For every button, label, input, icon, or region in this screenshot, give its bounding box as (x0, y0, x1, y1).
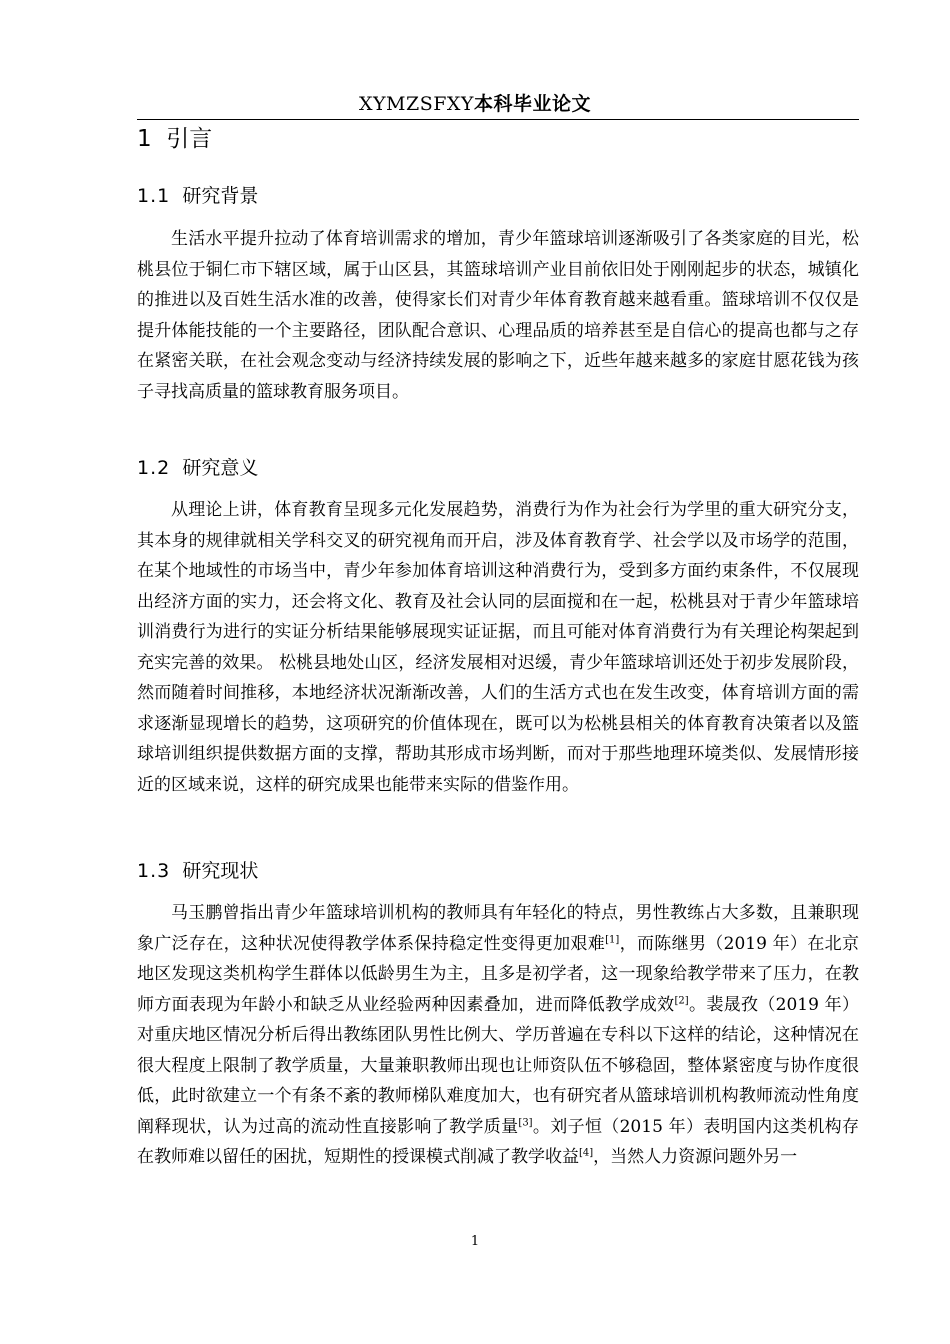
citation-marker[interactable]: [4] (579, 1147, 594, 1159)
citation-marker[interactable]: [1] (605, 933, 620, 945)
paragraph-text: ，而陈继男（2019 年）在北京地区发现这类机构学生群体以低龄男生为主，且多是初学者，这一现象给教学带来了压力，在教师方面表现为年龄小和缺乏从业经验两种因素叠加，进而降低教学成效 (137, 933, 859, 1015)
section-title: 研究背景 (182, 185, 259, 207)
paragraph-research-status (137, 898, 859, 1173)
paragraph-text: ，当然人力资源问题外另一 (593, 1147, 798, 1167)
chapter-title: 引言 (166, 126, 213, 152)
header-rule (137, 119, 859, 120)
paragraph-text: 马玉鹏曾指出青少年篮球培训机构的教师具有年轻化的特点，男性教练占大多数，且兼职现象广泛存在，这种状况使得教学体系保持稳定性变得更加艰难 (137, 903, 859, 954)
section-number: 1.1 (137, 185, 171, 207)
chapter-heading (137, 122, 212, 156)
citation-marker[interactable]: [2] (674, 994, 689, 1006)
paragraph-text: 。刘子恒（2015 年）表明国内这类机构存在教师难以留任的困扰，短期性的授课模式削减了教学收益 (137, 1116, 859, 1167)
section-heading-1-2 (137, 453, 258, 483)
section-number: 1.2 (137, 457, 171, 479)
paragraph-text: 。裴晟孜（2019 年）对重庆地区情况分析后得出教练团队男性比例大、学历普遍在专科以下这样的结论，这种情况在很大程度上限制了教学质量，大量兼职教师出现也让师资队伍不够稳固，整体紧密度与协作度很低，此时欲建立一个有条不紊的教师梯队难度加大，也有研究者从篮球培训机构教师流动性角度阐释现状，认为过高的流动性直接影响了教学质量 (137, 994, 860, 1137)
section-title: 研究意义 (182, 457, 259, 479)
section-number: 1.3 (137, 860, 171, 882)
section-title: 研究现状 (182, 860, 259, 882)
paragraph-research-background: 生活水平提升拉动了体育培训需求的增加，青少年篮球培训逐渐吸引了各类家庭的目光，松桃县位于铜仁市下辖区域，属于山区县，其篮球培训产业目前依旧处于刚刚起步的状态，城镇化的推进以及百姓生活水准的改善，使得家长们对青少年体育教育越来越看重。篮球培训不仅仅是提升体能技能的一个主要路径，团队配合意识、心理品质的培养甚至是自信心的提高也都与之存在紧密关联，在社会观念变动与经济持续发展的影响之下，近些年越来越多的家庭甘愿花钱为孩子寻找高质量的篮球教育服务项目。 (137, 229, 859, 402)
section-heading-1-3 (137, 856, 258, 886)
chapter-number: 1 (137, 126, 152, 152)
paragraph-research-significance: 从理论上讲，体育教育呈现多元化发展趋势，消费行为作为社会行为学里的重大研究分支，其本身的规律就相关学科交叉的研究视角而开启，涉及体育教育学、社会学以及市场学的范围，在某个地域性的市场当中，青少年参加体育培训这种消费行为，受到多方面约束条件，不仅展现出经济方面的实力，还会将文化、教育及社会认同的层面搅和在一起，松桃县对于青少年篮球培训消费行为进行的实证分析结果能够展现实证证据，而且可能对体育消费行为有关理论构架起到充实完善的效果。 松桃县地处山区，经济发展相对迟缓，青少年篮球培训还处于初步发展阶段，然而随着时间推移，本地经济状况渐渐改善，人们的生活方式也在发生改变，体育培训方面的需求逐渐显现增长的趋势，这项研究的价值体现在，既可以为松桃县相关的体育教育决策者以及篮球培训组织提供数据方面的支撑，帮助其形成市场判断，而对于那些地理环境类似、发展情形接近的区域来说，这样的研究成果也能带来实际的借鉴作用。 (137, 500, 859, 795)
header-title-cn: 本科毕业论文 (473, 93, 591, 115)
header-title-latin: XYMZSFXY (358, 93, 474, 115)
section-heading-1-1 (137, 181, 258, 211)
citation-marker[interactable]: [3] (518, 1116, 533, 1128)
document-header (0, 92, 950, 116)
page-number: 1 (470, 1234, 480, 1249)
